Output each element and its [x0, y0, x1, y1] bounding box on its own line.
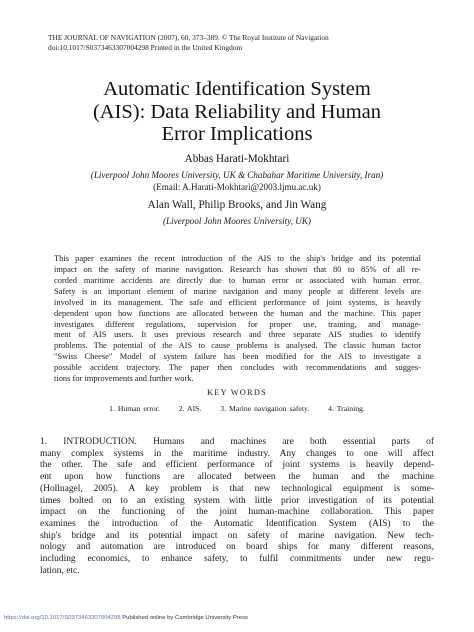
intro-line: ent upon how functions are allocated between the human and the machine: [40, 472, 434, 483]
keyword-item: 1. Human error.: [109, 404, 160, 413]
abstract-line: tions for improvements and further work.: [54, 373, 194, 384]
abstract-line: corded maritime accidents are directly due to human error or associated with human error.: [54, 274, 421, 285]
intro-line: including economics, to enhance safety, to fulfil commitments under new regu-: [40, 554, 434, 565]
abstract-line: problems. The potential of the AIS to cause problems is analysed. The classic human factor: [54, 340, 421, 351]
article-title: [40, 78, 434, 146]
abstract-line: ment of AIS users. It uses previous research and three separate AIS studies to identify: [54, 329, 421, 340]
intro-line: times bolted on to an existing system with little prior investigation of its potential: [40, 495, 434, 506]
doi-link[interactable]: https://doi.org/10.1017/S0373463307004298: [4, 615, 121, 621]
intro-line: ship's bridge and its potential impact on safety of marine navigation. New tech-: [40, 530, 434, 541]
keywords-heading: KEY WORDS: [207, 388, 267, 397]
abstract-line: dependent upon how functions are allocated between the human and the machine. This paper: [54, 307, 421, 318]
intro-line: examines the introduction of the Automatic Identification System (AIS) to the: [40, 518, 434, 529]
abstract-line: Safety is an important element of marine navigation and many people at different levels are: [54, 285, 421, 296]
abstract-line: This paper examines the recent introduction of the AIS to the ship's bridge and its potential: [54, 253, 421, 263]
keyword-item: 4. Training.: [328, 404, 365, 413]
journal-header: [48, 33, 438, 52]
affiliation-line-1: (Liverpool John Moores University, UK & Chabahar Maritime University, Iran): [90, 170, 384, 180]
keyword-item: 2. AIS.: [178, 404, 202, 413]
intro-line: 1. INTRODUCTION. Humans and machines are both essential parts of: [40, 437, 434, 447]
abstract-line: possible accident trajectory. The paper then concludes with recommendations and sugges-: [54, 362, 421, 373]
title-line-1: Automatic Identification System: [103, 78, 371, 100]
co-authors-affiliation: (Liverpool John Moores University, UK): [163, 216, 311, 226]
abstract-line: investigates different regulations, supervision for proper use, training, and manage-: [54, 318, 421, 329]
author-email: (Email: A.Harati-Mokhtari@2003.ljmu.ac.uk): [153, 181, 321, 192]
intro-line: many complex systems in the maritime industry. Any changes to one will affect: [40, 448, 434, 459]
doi-line: doi:10.1017/S0373463307004298 Printed in the United Kingdom: [48, 42, 243, 52]
title-line-2: (AIS): Data Reliability and Human: [92, 100, 382, 123]
page-footer: [4, 615, 248, 621]
abstract-line: "Swiss Cheese" Model of system failure has been modified for the AIS to investigate a: [54, 351, 421, 362]
co-authors: Alan Wall, Philip Brooks, and Jin Wang: [147, 199, 327, 211]
abstract-line: impact on the safety of marine navigation. Research has shown that 80 to 85% of all re-: [54, 263, 421, 274]
introduction-section: [40, 437, 434, 577]
intro-line: (Hollnagel, 2005). A key problem is that new technological equipment is some-: [40, 483, 434, 494]
abstract: [54, 253, 421, 384]
keyword-item: 3. Marine navigation safety.: [220, 404, 310, 413]
title-line-3: Error Implications: [161, 123, 313, 145]
journal-citation: THE JOURNAL OF NAVIGATION (2007), 60, 373–389. © The Royal Institute of Navigation: [48, 33, 329, 42]
intro-line: nology and automation are introduced on board ships for many different reasons,: [40, 542, 434, 553]
intro-line: the other. The safe and efficient performance of joint systems is heavily depend-: [40, 460, 434, 471]
intro-line: impact on the functioning of the joint human-machine collaboration. This paper: [40, 507, 434, 518]
keywords-list: [0, 404, 474, 413]
first-author-affiliation: [40, 170, 434, 193]
publisher-note: Published online by Cambridge University Press: [120, 615, 248, 621]
first-author: Abbas Harati-Mokhtari: [184, 153, 290, 165]
abstract-line: involved in its management. The safe and efficient performance of joint systems, is heavily: [54, 296, 421, 307]
intro-line: lation, etc.: [40, 565, 80, 576]
